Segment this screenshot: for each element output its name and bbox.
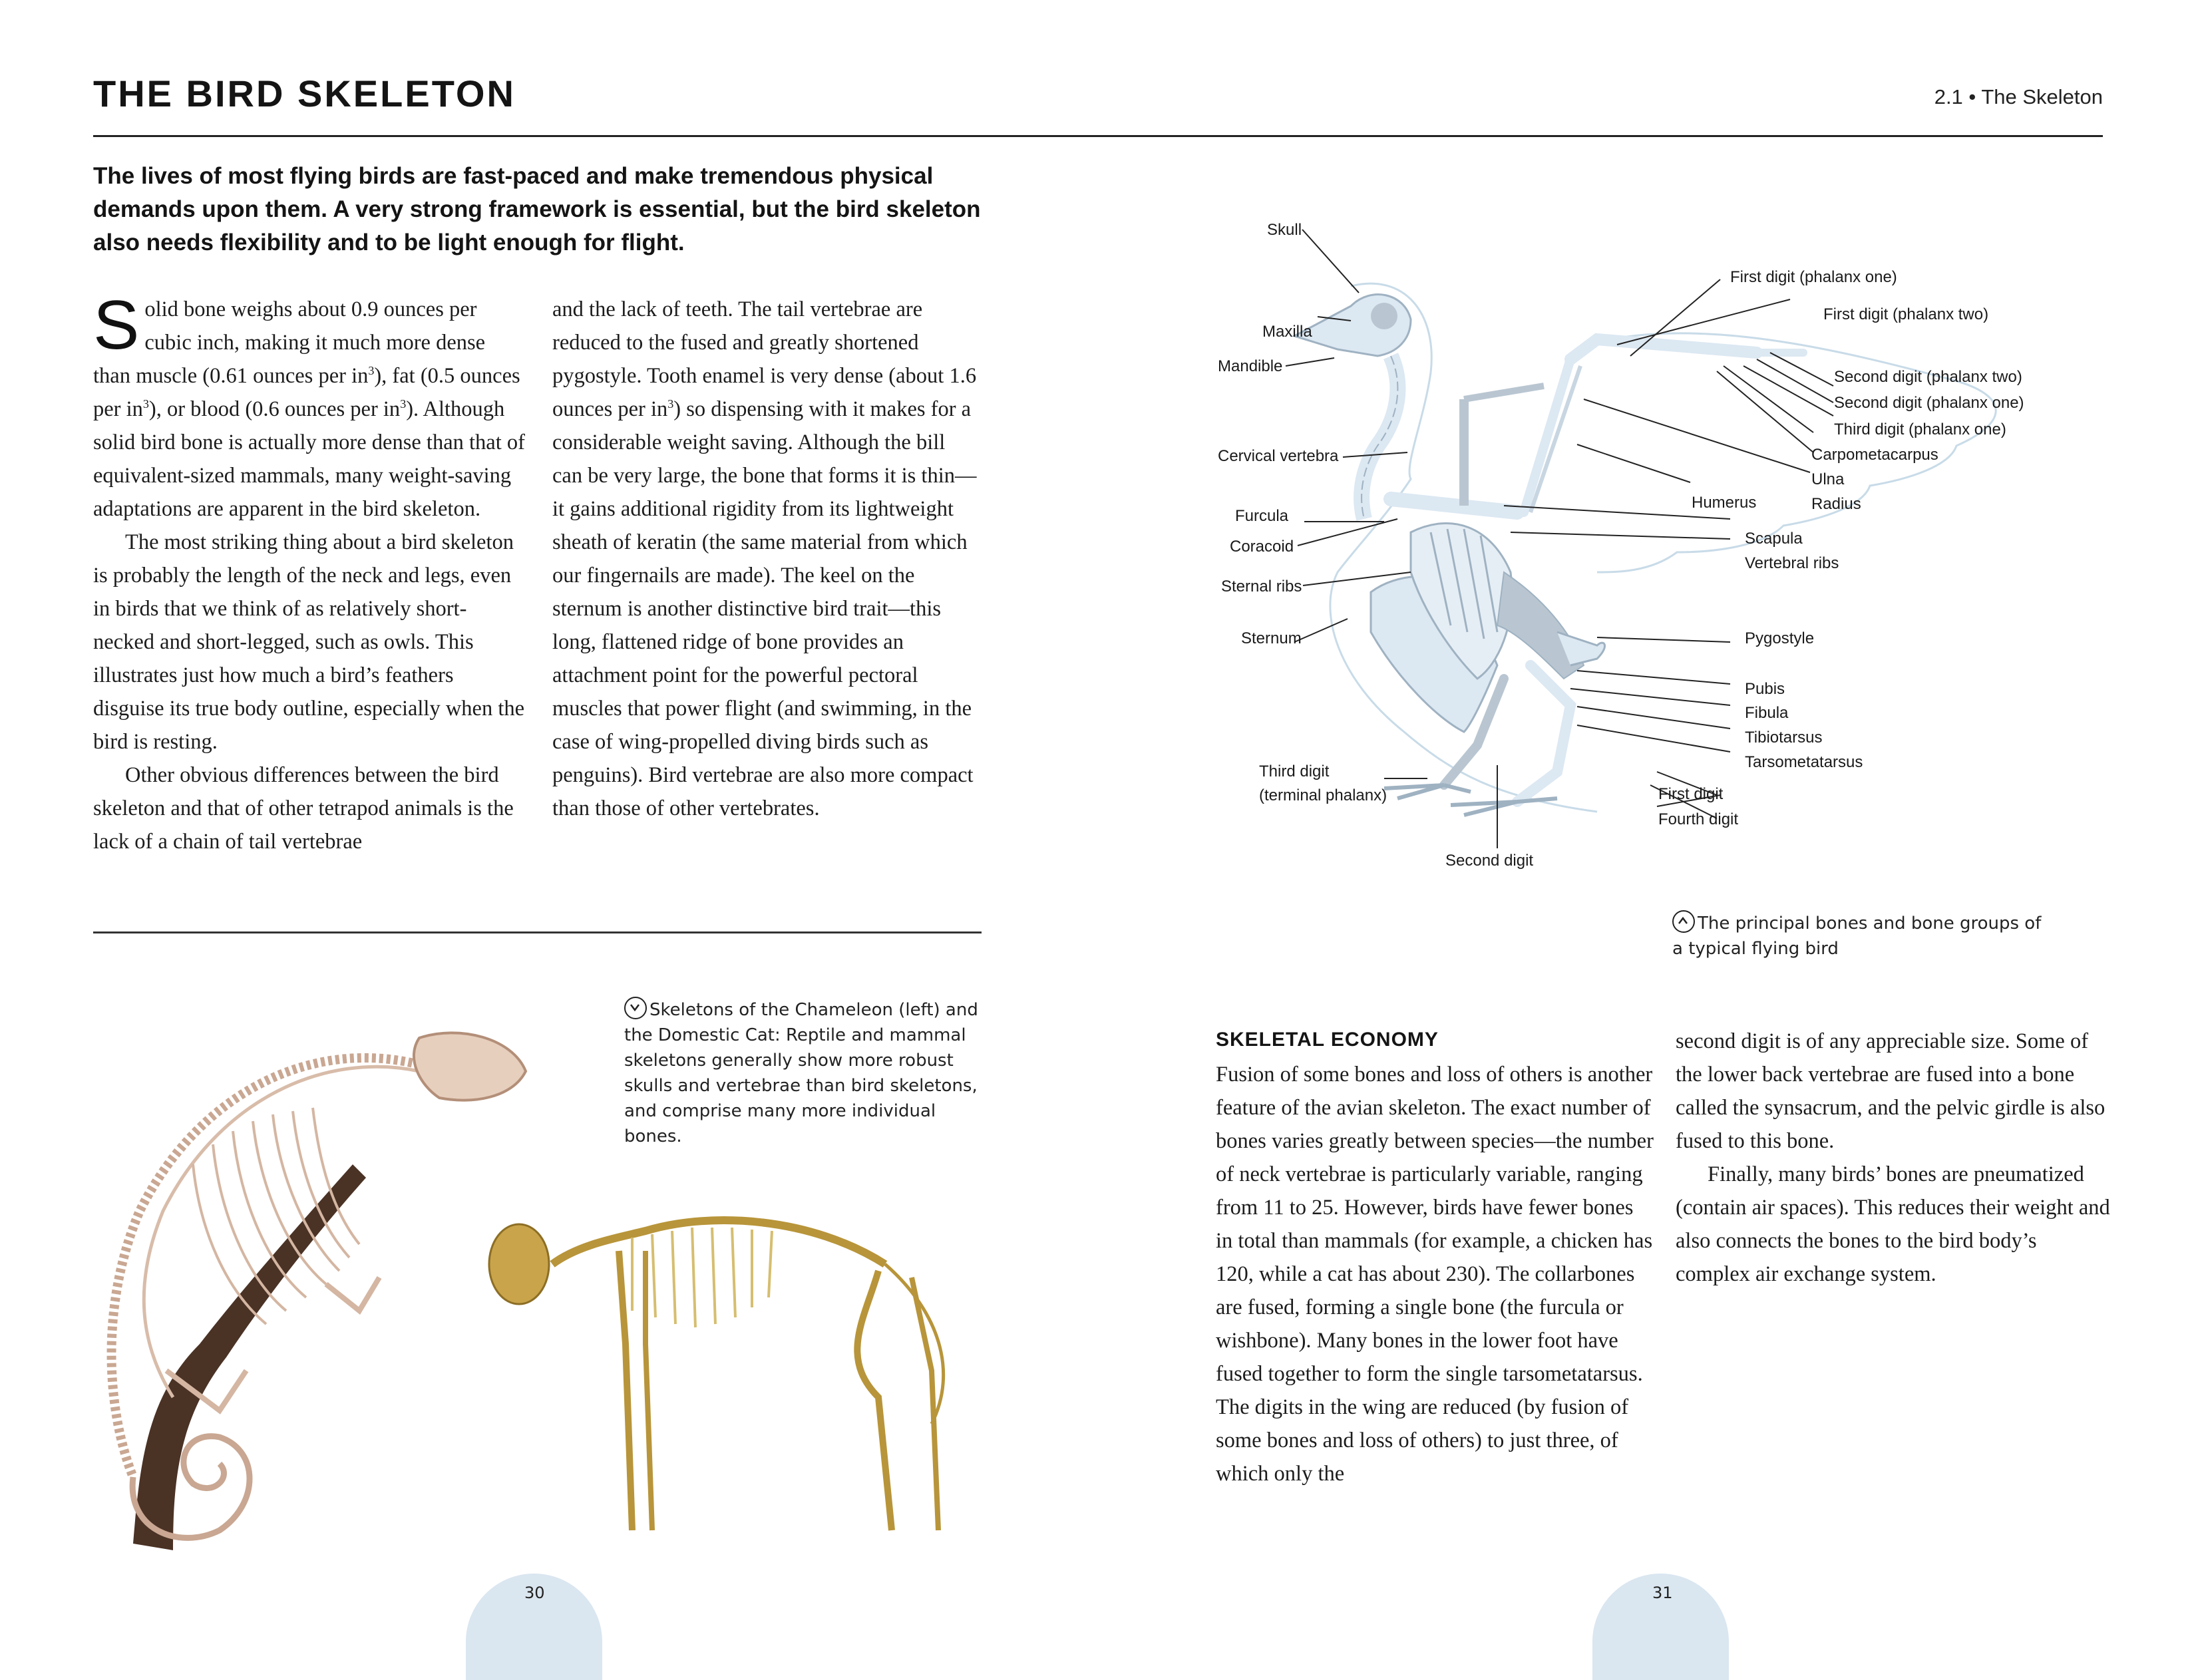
label-tarsometatarsus: Tarsometatarsus	[1745, 753, 1863, 771]
page-number-left: 30	[524, 1584, 545, 1602]
label-first-digit-foot: First digit	[1658, 785, 1724, 803]
drop-cap: S	[93, 287, 140, 364]
label-terminal-phalanx: (terminal phalanx)	[1259, 786, 1387, 804]
label-first-digit-phalanx-two: First digit (phalanx two)	[1823, 305, 1989, 323]
diagram-caption: The principal bones and bone groups of a typical flying bird	[1672, 910, 2045, 961]
bird-skeleton-diagram	[1185, 200, 2129, 892]
paragraph: second digit is of any appreciable size. Some of the lower back vertebrae are fused into a bone called the synsacrum, and the pelvic girdle is also fused to this bone.	[1676, 1029, 2105, 1153]
label-sternal-ribs: Sternal ribs	[1221, 578, 1302, 595]
body-column-1	[93, 287, 526, 858]
page-title: THE BIRD SKELETON	[93, 73, 516, 114]
body-column-3	[1216, 1058, 1655, 1490]
label-furcula: Furcula	[1235, 507, 1289, 525]
label-coracoid: Coracoid	[1230, 538, 1294, 556]
label-third-digit-phalanx-one: Third digit (phalanx one)	[1834, 420, 2006, 438]
label-third-digit-foot: Third digit	[1259, 762, 1330, 780]
label-skull: Skull	[1267, 221, 1302, 239]
label-sternum: Sternum	[1241, 629, 1302, 647]
label-cervical-vertebra: Cervical vertebra	[1218, 447, 1339, 465]
label-second-digit-phalanx-one: Second digit (phalanx one)	[1834, 394, 2024, 412]
label-mandible: Mandible	[1218, 357, 1283, 375]
label-pygostyle: Pygostyle	[1745, 629, 1815, 647]
label-first-digit-phalanx-one: First digit (phalanx one)	[1730, 268, 1897, 286]
label-second-digit-phalanx-two: Second digit (phalanx two)	[1834, 368, 2022, 386]
label-scapula: Scapula	[1745, 530, 1803, 548]
lede-paragraph: The lives of most flying birds are fast-paced and make tremendous physical demands upon them. A very strong framework is essential, but the bird skeleton also needs flexibility and to be light enough for flight.	[93, 163, 981, 255]
page-number-right: 31	[1652, 1584, 1673, 1602]
label-fourth-digit-foot: Fourth digit	[1658, 810, 1739, 828]
paragraph: Other obvious differences between the bird skeleton and that of other tetrapod animals is the lack of a chain of tail vertebrae	[93, 763, 514, 854]
paragraph: Fusion of some bones and loss of others is another feature of the avian skeleton. The exact number of bones varies greatly between species—the number of neck vertebrae is particularly variable, ranging from 11 to 25. However, birds have fewer bones in total than mammals (for example, a chicken has 120, while a cat has about 230). The collarbones are fused, forming a single bone (the furcula or wishbone). Many bones in the lower foot have fused together to form the single tarsometatarsus. The digits in the wing are reduced (by fusion of some bones and loss of others) to just three, of which only the	[1216, 1063, 1654, 1486]
header-divider	[93, 135, 2103, 137]
chevron-down-icon	[624, 997, 647, 1019]
subheading: SKELETAL ECONOMY	[1216, 1029, 1439, 1051]
body-column-4	[1676, 1025, 2115, 1291]
label-humerus: Humerus	[1692, 494, 1757, 512]
section-divider	[93, 931, 982, 933]
photo-caption: Skeletons of the Chameleon (left) and the Domestic Cat: Reptile and mammal skeletons generally show more robust skulls and vertebrae than bird skeletons, and comprise many more individual bones.	[624, 997, 984, 1149]
label-pubis: Pubis	[1745, 680, 1785, 698]
label-radius: Radius	[1811, 495, 1861, 513]
paragraph: Solid bone weighs about 0.9 ounces per cubic inch, making it much more dense than muscle (0.61 ounces per $in^3$), fat (0.5 ounces per $in^3$), or blood (0.6 ounces per $in^3$). Although solid bird bone is actually more dense than that of equivalent-sized mammals, many weight-saving adaptations are apparent in the bird skeleton.	[93, 287, 525, 521]
body-column-2	[552, 293, 978, 825]
label-maxilla: Maxilla	[1262, 323, 1312, 341]
label-ulna: Ulna	[1811, 470, 1845, 488]
label-fibula: Fibula	[1745, 704, 1789, 722]
label-carpometacarpus: Carpometacarpus	[1811, 446, 1938, 464]
paragraph: and the lack of teeth. The tail vertebrae are reduced to the fused and greatly shortened pygostyle. Tooth enamel is very dense (about 1.6 ounces per $in^3$) so dispensing with it makes for a considerable weight saving. Although the bill can be very large, the bone that forms it is thin—it gains additional rigidity from its lightweight sheath of keratin (the same material from which our fingernails are made). The keel on the sternum is another distinctive bird trait—this long, flattened ridge of bone provides an attachment point for the powerful pectoral muscles that power flight (and swimming, in the case of wing-propelled diving birds such as penguins). Bird vertebrae are also more compact than those of other vertebrates.	[552, 297, 977, 820]
paragraph: The most striking thing about a bird skeleton is probably the length of the neck and legs, even in birds that we think of as relatively short-necked and short-legged, such as owls. This illustrates just how much a bird’s feathers disguise its true body outline, especially when the bird is resting.	[93, 530, 525, 754]
label-vertebral-ribs: Vertebral ribs	[1745, 554, 1839, 572]
label-tibiotarsus: Tibiotarsus	[1745, 729, 1823, 747]
label-second-digit-foot: Second digit	[1445, 852, 1534, 870]
paragraph: Finally, many birds’ bones are pneumatized (contain air spaces). This reduces their weight and also connects the bones to the bird body’s complex air exchange system.	[1676, 1162, 2110, 1286]
section-label: 2.1 • The Skeleton	[1934, 85, 2103, 108]
chevron-up-icon	[1672, 910, 1695, 933]
